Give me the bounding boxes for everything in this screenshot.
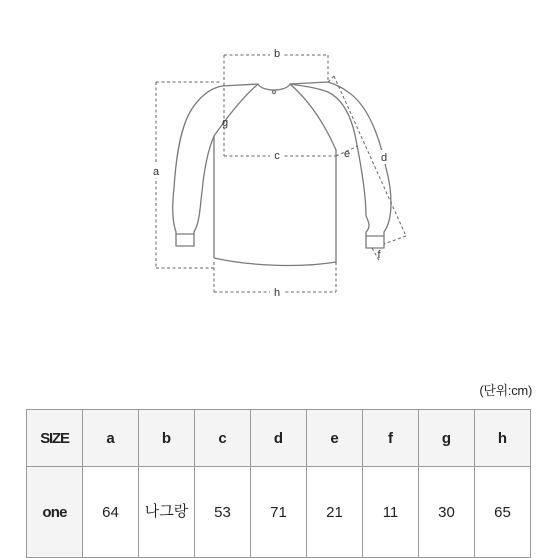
- label-d: d: [380, 152, 388, 164]
- label-e: e: [343, 148, 351, 160]
- cell-g: 30: [419, 467, 475, 558]
- cell-e: 21: [307, 467, 363, 558]
- label-h: h: [273, 287, 281, 299]
- cell-size: one: [27, 467, 83, 558]
- label-f: f: [377, 249, 381, 261]
- table-row: [27, 467, 531, 558]
- table-header-row: [27, 410, 531, 467]
- cell-h: 65: [475, 467, 531, 558]
- label-g: g: [221, 117, 229, 129]
- label-c: c: [274, 150, 280, 162]
- header-f: f: [363, 410, 419, 467]
- header-d: d: [251, 410, 307, 467]
- label-b: b: [273, 48, 281, 60]
- cell-c: 53: [195, 467, 251, 558]
- unit-note: (단위:cm): [479, 383, 532, 398]
- header-c: c: [195, 410, 251, 467]
- garment-outline: [173, 82, 391, 265]
- cell-b: 나그랑: [139, 467, 195, 558]
- cell-f: 11: [363, 467, 419, 558]
- header-e: e: [307, 410, 363, 467]
- header-size: SIZE: [27, 410, 83, 467]
- label-a: a: [152, 166, 160, 178]
- size-table: [26, 409, 531, 558]
- header-a: a: [83, 410, 139, 467]
- cell-a: 64: [83, 467, 139, 558]
- header-h: h: [475, 410, 531, 467]
- header-b: b: [139, 410, 195, 467]
- cell-d: 71: [251, 467, 307, 558]
- header-g: g: [419, 410, 475, 467]
